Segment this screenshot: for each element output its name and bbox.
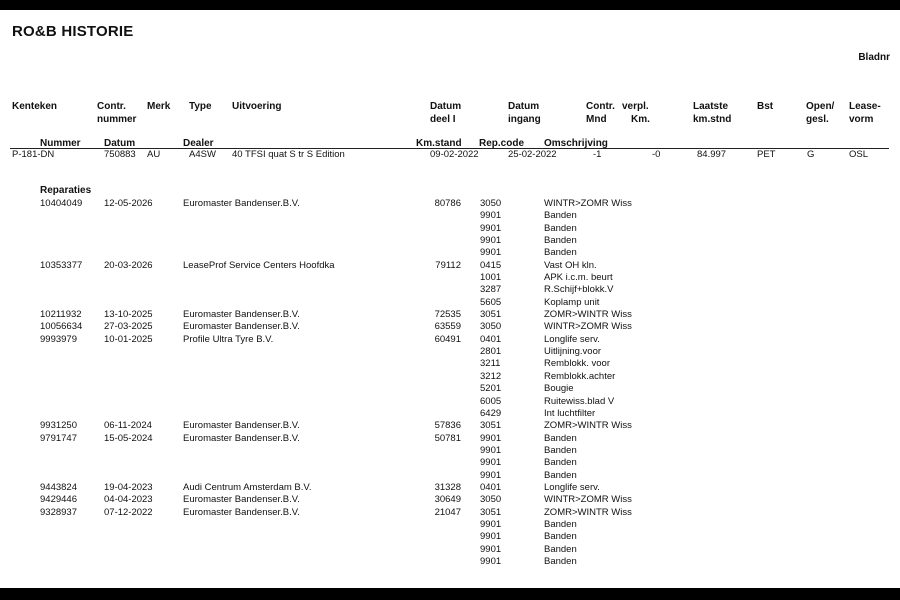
repair-date: 13-10-2025 [104,309,153,321]
header-verpl-line1: verpl. [622,101,649,112]
repair-date: 04-04-2023 [104,494,153,506]
vehicle-type: A4SW [189,149,216,160]
repair-km: 57836 [434,420,461,432]
table-row [0,470,900,482]
table-row [0,507,900,519]
header-contract-mnd-line2: Mnd [586,114,607,125]
table-row [0,284,900,296]
table-row [0,346,900,358]
repair-date: 27-03-2025 [104,321,153,333]
repair-code: 9901 [480,235,502,247]
repair-code: 3051 [480,506,502,518]
repair-number: 10404049 [40,198,83,209]
table-row [0,494,900,506]
subheader-nummer: Nummer [40,138,81,149]
repair-description: Remblokk.achter [544,370,616,382]
vehicle-datum-deel1: 09-02-2022 [430,149,479,160]
repair-km: 80786 [434,198,461,209]
vehicle-uitvoering: 40 TFSI quat S tr S Edition [232,149,345,160]
table-row [0,408,900,420]
repair-code: 1001 [480,272,502,284]
repair-dealer: Audi Centrum Amsterdam B.V. [183,481,312,493]
table-row [0,321,900,333]
header-bst: Bst [757,101,774,112]
header-uitvoering: Uitvoering [232,101,282,112]
subheader-dealer: Dealer [183,138,214,149]
repair-code: 3051 [480,420,502,432]
repair-code: 9901 [480,210,502,222]
vehicle-bst: PET [757,149,776,160]
header-verpl-line2: Km. [631,114,650,125]
repair-dealer: Euromaster Bandenser.B.V. [183,321,300,333]
reparaties-heading: Reparaties [40,185,92,196]
repair-number: 9328937 [40,506,77,518]
table-row [0,556,900,568]
repair-km: 60491 [434,333,461,345]
repair-km: 21047 [434,506,461,518]
repair-description: Banden [544,555,577,567]
repair-dealer: LeaseProf Service Centers Hoofdka [183,259,335,271]
header-lease-line2: vorm [849,114,874,125]
table-row [0,198,900,210]
repair-description: Remblokk. voor [544,358,610,370]
repair-description: Banden [544,432,577,444]
repair-description: Longlife serv. [544,333,600,345]
table-row [0,544,900,556]
repair-km: 50781 [434,432,461,444]
repair-code: 3050 [480,198,502,209]
header-contract-line2: nummer [97,114,137,125]
vehicle-contract-mnd: -1 [593,149,602,160]
table-row [0,396,900,408]
repair-code: 3050 [480,321,502,333]
header-open-line2: gesl. [806,114,829,125]
repair-description: Banden [544,210,577,222]
repair-code: 2801 [480,346,502,358]
table-row [0,309,900,321]
subheader-omschrijving: Omschrijving [544,138,608,149]
repair-dealer: Euromaster Bandenser.B.V. [183,309,300,321]
repair-description: Koplamp unit [544,296,600,308]
table-row [0,519,900,531]
repair-description: Int luchtfilter [544,407,596,419]
vehicle-datum-ingang: 25-02-2022 [508,149,557,160]
repair-code: 3211 [480,358,501,370]
page-number-label: Bladnr [858,52,890,63]
repair-date: 19-04-2023 [104,481,153,493]
repair-dealer: Profile Ultra Tyre B.V. [183,333,274,345]
repair-code: 3287 [480,284,502,296]
repair-number: 9791747 [40,432,77,444]
repair-code: 5201 [480,383,502,395]
table-row [0,223,900,235]
vehicle-lease-vorm: OSL [849,149,869,160]
repair-dealer: Euromaster Bandenser.B.V. [183,420,300,432]
header-contract-mnd [586,100,615,126]
repair-date: 10-01-2025 [104,333,153,345]
repair-number: 10353377 [40,259,83,271]
repair-km: 31328 [434,481,461,493]
repair-description: Banden [544,531,577,543]
repair-dealer: Euromaster Bandenser.B.V. [183,494,300,506]
repair-dealer: Euromaster Bandenser.B.V. [183,432,300,444]
header-merk: Merk [147,101,171,112]
repair-code: 9901 [480,518,502,530]
repair-code: 9901 [480,432,502,444]
repair-date: 12-05-2026 [104,198,153,209]
repair-description: Longlife serv. [544,481,600,493]
repair-number: 10211932 [40,309,82,321]
vehicle-contract: 750883 [104,149,136,160]
table-row [0,383,900,395]
header-datum-ingang [508,100,541,126]
repair-code: 6005 [480,395,502,407]
repair-date: 06-11-2024 [104,420,152,432]
repair-code: 9901 [480,247,502,259]
repair-description: Uitlijning.voor [544,346,602,358]
table-row [0,445,900,457]
vehicle-kenteken: P-181-DN [12,149,55,160]
repair-date: 07-12-2022 [104,506,153,518]
table-row [0,420,900,432]
repair-code: 5605 [480,296,502,308]
table-row [0,371,900,383]
subheader-repcode: Rep.code [479,138,525,149]
repair-dealer: Euromaster Bandenser.B.V. [183,198,300,209]
repair-description: Banden [544,469,577,481]
header-open-line1: Open/ [806,101,835,112]
repair-code: 3051 [480,309,502,321]
repair-number: 9993979 [40,333,77,345]
vehicle-laatste-km: 84.997 [697,149,727,160]
vehicle-verpl-km: -0 [652,149,661,160]
header-datum-deel-line1: Datum [430,101,462,112]
header-laatste-line1: Laatste [693,101,729,112]
repair-description: Vast OH kln. [544,259,597,271]
repair-description: Banden [544,518,577,530]
header-open-gesl [806,100,834,126]
repair-description: Banden [544,235,577,247]
subheader-datum: Datum [104,138,136,149]
header-kenteken: Kenteken [12,101,58,112]
report-page [0,10,900,588]
repair-code: 6429 [480,407,502,419]
repair-number: 9429446 [40,494,77,506]
repair-code: 9901 [480,444,502,456]
repair-description: R.Schijf+blokk.V [544,284,614,296]
repair-description: ZOMR>WINTR Wiss [544,309,632,321]
repair-code: 0401 [480,481,502,493]
repair-code: 9901 [480,469,502,481]
vehicle-merk: AU [147,149,161,160]
table-row [0,433,900,445]
repair-code: 9901 [480,555,502,567]
header-datum-ingang-line1: Datum [508,101,540,112]
table-row [0,247,900,259]
repair-description: APK i.c.m. beurt [544,272,613,284]
repair-number: 9931250 [40,420,77,432]
table-row [0,272,900,284]
header-verpl-km [622,100,650,126]
table-row [0,334,900,346]
repair-km: 79112 [435,259,461,271]
repair-code: 3212 [480,370,502,382]
repair-number: 9443824 [40,481,77,493]
repair-code: 9901 [480,222,502,234]
subheader-kmstand: Km.stand [416,138,462,149]
repair-description: Banden [544,444,577,456]
repair-description: ZOMR>WINTR Wiss [544,506,632,518]
table-row [0,235,900,247]
repair-dealer: Euromaster Bandenser.B.V. [183,506,300,518]
repair-code: 9901 [480,543,502,555]
repair-code: 0415 [480,259,502,271]
vehicle-open-gesl: G [807,149,815,160]
repair-description: Ruitewiss.blad V [544,395,615,407]
table-row [0,531,900,543]
repair-code: 9901 [480,457,502,469]
repair-number: 10056634 [40,321,83,333]
repair-description: WINTR>ZOMR Wiss [544,494,632,506]
report-title: RO&B HISTORIE [12,23,134,40]
header-lease-line1: Lease- [849,101,881,112]
table-row [0,482,900,494]
header-laatste-km [693,100,731,126]
header-laatste-line2: km.stnd [693,114,732,125]
repair-date: 15-05-2024 [104,432,153,444]
repair-table [0,198,900,568]
repair-description: Banden [544,543,577,555]
header-lease-vorm [849,100,881,126]
table-row [0,457,900,469]
header-contract-mnd-line1: Contr. [586,101,615,112]
repair-code: 9901 [480,531,502,543]
table-row [0,260,900,272]
repair-description: Banden [544,247,577,259]
repair-km: 72535 [434,309,461,321]
header-datum-deel [430,100,461,126]
header-contract [97,100,136,126]
repair-description: ZOMR>WINTR Wiss [544,420,632,432]
repair-description: Banden [544,222,577,234]
repair-description: WINTR>ZOMR Wiss [544,198,632,209]
repair-km: 30649 [434,494,461,506]
repair-date: 20-03-2026 [104,259,153,271]
repair-code: 0401 [480,333,502,345]
header-contract-line1: Contr. [97,101,126,112]
table-row [0,358,900,370]
table-row [0,297,900,309]
repair-km: 63559 [434,321,461,333]
repair-description: Bougie [544,383,574,395]
header-datum-deel-line2: deel I [430,114,456,125]
header-type: Type [189,101,212,112]
repair-code: 3050 [480,494,502,506]
repair-description: WINTR>ZOMR Wiss [544,321,632,333]
table-row [0,210,900,222]
header-datum-ingang-line2: ingang [508,114,541,125]
repair-description: Banden [544,457,577,469]
